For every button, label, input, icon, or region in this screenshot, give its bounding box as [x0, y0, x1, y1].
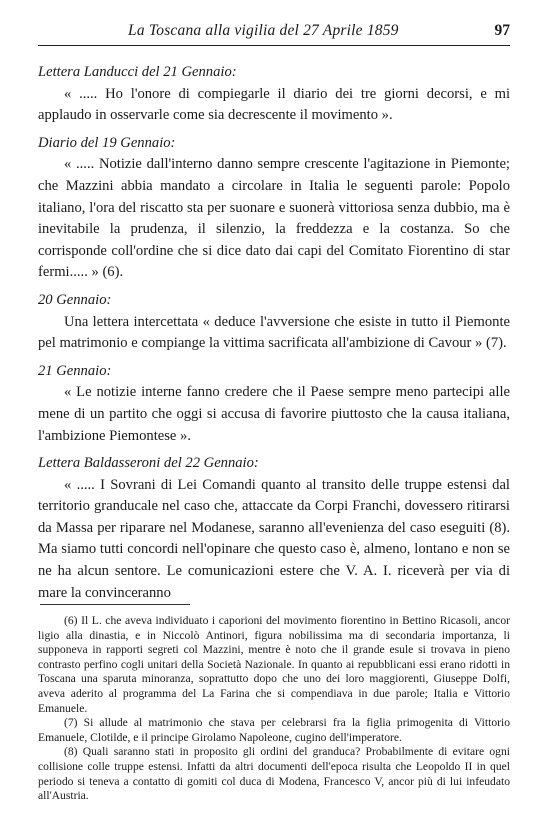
footnote: (7) Si allude al matrimonio che stava per celebrarsi fra la figlia primogenita di Vittorio Emanuele, Clotilde, e il principe Girolamo Napoleone, cugino dell'imperatore.	[38, 716, 510, 744]
main-text	[38, 62, 510, 604]
page-number: 97	[494, 22, 510, 39]
footnotes	[38, 604, 510, 804]
section-heading: 20 Gennaio:	[38, 291, 112, 308]
section-paragraph: « Le notizie interne fanno credere che il Paese sempre meno partecipi alle mene di un partito che oggi si accusa di favorire piuttosto che la causa italiana, l'ambizione Piemontese ».	[38, 384, 510, 444]
footnote: (6) Il L. che aveva individuato i caporioni del movimento fiorentino in Bettino Ricasoli, ancor ligio alla dinastia, e in Niccolò Antinori, figura nobilissima ma di secondaria importanza, li supponeva in rapporti segreti col Mazzini, mentre è noto che il grande esule si trovava in pieno contrasto perfino cogli unitari della Società Nazionale. In quanto ai repubblicani essi erano ridotti in Toscana una sparuta minoranza, soprattutto dopo che uno dei loro maggiorenti, Giuseppe Dolfi, aveva aderito al programma del La Farina che si compendiava in due parole; Italia e Vittorio Emanuele.	[38, 614, 510, 715]
section-paragraph: « ..... Ho l'onore di compiegarle il diario dei tre giorni decorsi, e mi applaudo in osservarle come sia decrescente il movimento ».	[38, 85, 510, 124]
footnote: (8) Quali saranno stati in proposito gli ordini del granduca? Probabilmente di evitare ogni collisione colle truppe estensi. Infatti da altri documenti dell'epoca risulta che Leopoldo II in quel periodo si teneva a contatto di gomiti col duca di Modena, Francesco V, ancor più di lui infeudato all'Austria.	[38, 745, 510, 803]
section-paragraph: Una lettera intercettata « deduce l'avversione che esiste in tutto il Piemonte pel matrimonio e compiange la vittima sacrificata all'ambizione di Cavour » (7).	[38, 313, 510, 352]
running-title: La Toscana alla vigilia del 27 Aprile 1859	[128, 22, 399, 39]
footnote-rule	[40, 604, 190, 605]
section-heading: Lettera Baldasseroni del 22 Gennaio:	[38, 455, 259, 472]
running-header	[38, 22, 510, 44]
section-heading: Lettera Landucci del 21 Gennaio:	[38, 64, 237, 80]
section-paragraph: « ..... Notizie dall'interno danno sempre crescente l'agitazione in Piemonte; che Mazzini abbia mandato a circolare in Italia le seguenti parole: Popolo italiano, l'ora del riscatto sta per suonare e suonerà vittoriosa senza dubbio, ma è inevitabile la prudenza, il silenzio, la freddezza e la costanza. So che corrisponde coll'ordine che si dice dato dai capi del Comitato Fiorentino di star fermi..... » (6).	[38, 156, 510, 281]
header-rule	[38, 45, 510, 46]
section-paragraph: « ..... I Sovrani di Lei Comandi quanto al transito delle truppe estensi dal territorio granducale nel caso che, attaccate da Corpi Franchi, dovessero ritirarsi da Massa per riparare nel Modanese, saranno all'evenienza del caso eseguiti (8). Ma siamo tutti concordi nell'opinare che questo caso è, almeno, lontano e non se ne ha alcun sentore. Le comunicazioni estere che V. A. I. riceverà per via di mare la convinceranno	[38, 476, 510, 601]
section-heading: Diario del 19 Gennaio:	[38, 134, 176, 151]
section-heading: 21 Gennaio:	[38, 362, 112, 379]
